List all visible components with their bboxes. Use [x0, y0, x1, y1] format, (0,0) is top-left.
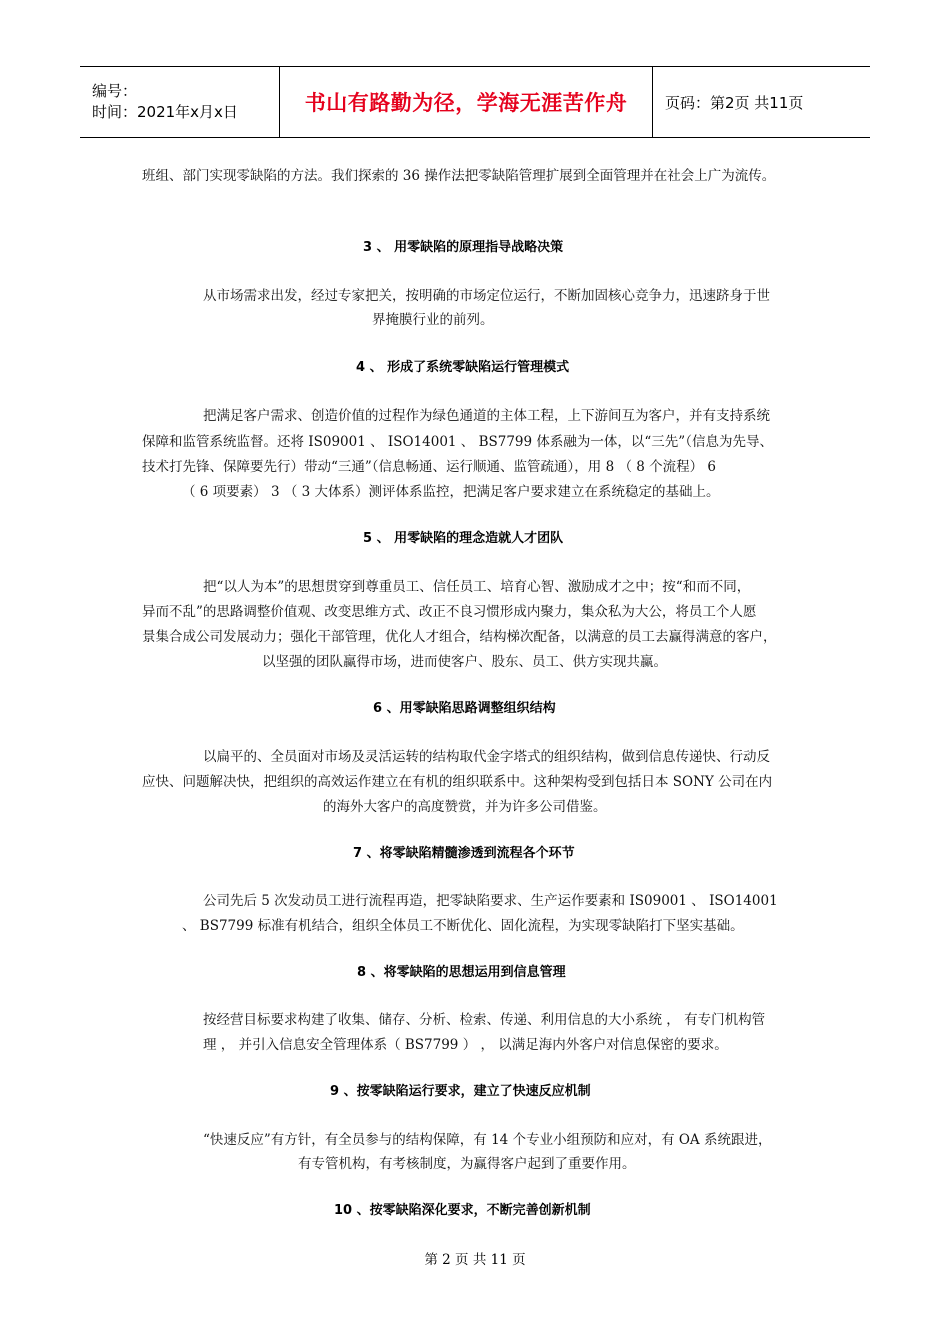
section-8-heading: 8 、将零缺陷的思想运用到信息管理: [357, 965, 566, 980]
section-9-paragraph-line: “快速反应”有方针，有全员参与的结构保障，有 14 个专业小组预防和应对，有 OA 系统跟进，: [203, 1132, 772, 1148]
document-number-label: 编号：: [92, 82, 138, 100]
section-5-paragraph-line: 以坚强的团队赢得市场，进而使客户、股东、员工、供方实现共赢。: [262, 654, 667, 670]
section-6-paragraph-line: 应快、问题解决快，把组织的高效运作建立在有机的组织联系中。这种架构受到包括日本 SONY 公司在内: [142, 774, 773, 790]
header-page-number: 页码：第2页 共11页: [665, 93, 804, 112]
section-5-paragraph-line: 异而不乱”的思路调整价值观、改变思维方式、改正不良习惯形成内聚力，集众私为大公，将员工个人愿: [142, 604, 757, 620]
section-5-heading: 5 、 用零缺陷的理念造就人才团队: [363, 531, 564, 546]
page-footer: 第 2 页 共 11 页: [424, 1252, 526, 1268]
section-4-paragraph-line: 保障和监管系统监督。还将 IS09001 、 ISO14001 、 BS7799 体系融为一体，以“三先”（信息为先导、: [142, 434, 773, 450]
section-3-heading: 3 、 用零缺陷的原理指导战略决策: [363, 240, 564, 255]
section-4-heading: 4 、 形成了系统零缺陷运行管理模式: [356, 360, 570, 375]
section-3-paragraph-line: 从市场需求出发，经过专家把关，按明确的市场定位运行，不断加固核心竞争力，迅速跻身于世: [203, 288, 770, 304]
section-9-heading: 9 、按零缺陷运行要求，建立了快速反应机制: [330, 1084, 591, 1099]
section-5-paragraph-line: 景集合成公司发展动力；强化干部管理，优化人才组合，结构梯次配备，以满意的员工去赢得满意的客户，: [142, 629, 777, 645]
section-4-paragraph-line: 把满足客户需求、创造价值的过程作为绿色通道的主体工程，上下游间互为客户，并有支持系统: [203, 408, 770, 424]
section-9-paragraph-line: 有专管机构，有考核制度，为赢得客户起到了重要作用。: [298, 1156, 636, 1172]
section-4-paragraph-line: 技术打先锋、保障要先行）带动“三通”（信息畅通、运行顺通、监管疏通），用 8 （ 8 个流程） 6: [142, 459, 717, 475]
section-3-paragraph-line: 界掩膜行业的前列。: [372, 312, 494, 328]
document-date-label: 时间：2021年x月x日: [92, 103, 238, 121]
section-8-paragraph-line: 按经营目标要求构建了收集、储存、分析、检索、传递、利用信息的大小系统 ， 有专门机构管: [203, 1012, 766, 1028]
section-6-paragraph-line: 的海外大客户的高度赞赏，并为许多公司借鉴。: [323, 799, 607, 815]
section-4-paragraph-line: （ 6 项要素） 3 （ 3 大体系）测评体系监控，把满足客户要求建立在系统稳定的基础上。: [182, 484, 720, 500]
section-6-heading: 6 、用零缺陷思路调整组织结构: [373, 701, 556, 716]
header-motto: 书山有路勤为径，学海无涯苦作舟: [280, 67, 653, 137]
section-10-heading: 10 、按零缺陷深化要求，不断完善创新机制: [334, 1203, 591, 1218]
intro-line: 班组、部门实现零缺陷的方法。我们探索的 36 操作法把零缺陷管理扩展到全面管理并在社会上广为流传。: [142, 168, 776, 184]
page-header: [80, 66, 870, 138]
section-5-paragraph-line: 把“以人为本”的思想贯穿到尊重员工、信任员工、培育心智、激励成才之中；按“和而不同，: [203, 579, 751, 595]
section-7-paragraph-line: 、 BS7799 标准有机结合，组织全体员工不断优化、固化流程，为实现零缺陷打下坚实基础。: [182, 918, 744, 934]
header-meta: [80, 67, 280, 137]
section-7-paragraph-line: 公司先后 5 次发动员工进行流程再造，把零缺陷要求、生产运作要素和 IS09001 、 ISO14001: [203, 893, 778, 909]
section-6-paragraph-line: 以扁平的、全员面对市场及灵活运转的结构取代金字塔式的组织结构，做到信息传递快、行动反: [203, 749, 770, 765]
section-7-heading: 7 、将零缺陷精髓渗透到流程各个环节: [353, 846, 575, 861]
section-8-paragraph-line: 理 ， 并引入信息安全管理体系（ BS7799 ） ， 以满足海内外客户对信息保密的要求。: [203, 1037, 728, 1053]
